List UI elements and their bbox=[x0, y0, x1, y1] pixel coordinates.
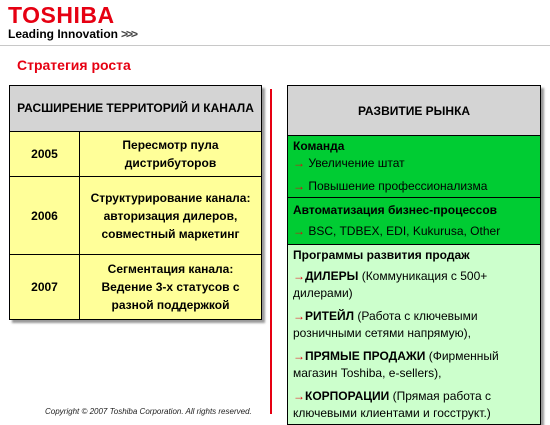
year-2007-text: Сегментация канала: Ведение 3-х статусов с разной поддержкой bbox=[80, 255, 262, 320]
automation-item: → BSC, TDBEX, EDI, Kukurusa, Other bbox=[293, 224, 501, 238]
arrow-icon: → bbox=[293, 309, 305, 323]
arrow-icon: → bbox=[293, 269, 305, 283]
market-heading: РАЗВИТИЕ РЫНКА bbox=[288, 86, 541, 136]
program-item: →ДИЛЕРЫ (Коммуникация с 500+ дилерами) bbox=[293, 269, 488, 300]
arrow-icon: → bbox=[293, 179, 305, 193]
toshiba-logo: TOSHIBA bbox=[8, 2, 115, 28]
chevrons-icon: >>> bbox=[121, 27, 137, 41]
copyright: Copyright © 2007 Toshiba Corporation. All rights reserved. bbox=[45, 407, 252, 416]
team-item: → Увеличение штат bbox=[293, 156, 405, 170]
programs-title: Программы развития продаж bbox=[293, 248, 470, 262]
year-2007: 2007 bbox=[10, 255, 80, 320]
team-title: Команда bbox=[293, 139, 345, 153]
programs-section bbox=[288, 245, 541, 425]
year-2005: 2005 bbox=[10, 132, 80, 177]
tagline bbox=[8, 27, 136, 41]
arrow-icon: → bbox=[293, 389, 305, 403]
year-2005-text: Пересмотр пула дистрибуторов bbox=[80, 132, 262, 177]
year-2006-text: Структурирование канала: авторизация дилеров, совместный маркетинг bbox=[80, 177, 262, 255]
arrow-icon: → bbox=[293, 224, 305, 238]
territory-table bbox=[9, 85, 262, 320]
territory-heading: РАСШИРЕНИЕ ТЕРРИТОРИЙ И КАНАЛА bbox=[10, 86, 262, 132]
arrow-icon: → bbox=[293, 156, 305, 170]
red-divider bbox=[270, 89, 272, 414]
header-divider bbox=[0, 45, 550, 46]
program-item: →ПРЯМЫЕ ПРОДАЖИ (Фирменный магазин Toshiba, e-sellers), bbox=[293, 349, 499, 380]
team-item: → Повышение профессионализма bbox=[293, 179, 488, 193]
year-2006: 2006 bbox=[10, 177, 80, 255]
market-table bbox=[287, 85, 541, 425]
page-title: Стратегия роста bbox=[17, 57, 131, 73]
automation-title: Автоматизация бизнес-процессов bbox=[293, 203, 498, 217]
automation-section bbox=[288, 198, 541, 245]
program-item: →КОРПОРАЦИИ (Прямая работа с ключевыми клиентами и госструкт.) bbox=[293, 389, 492, 420]
arrow-icon: → bbox=[293, 349, 305, 363]
tagline-text: Leading Innovation bbox=[8, 27, 118, 41]
program-item: →РИТЕЙЛ (Работа с ключевыми розничными сетями напрямую), bbox=[293, 309, 478, 340]
team-section bbox=[288, 136, 541, 198]
